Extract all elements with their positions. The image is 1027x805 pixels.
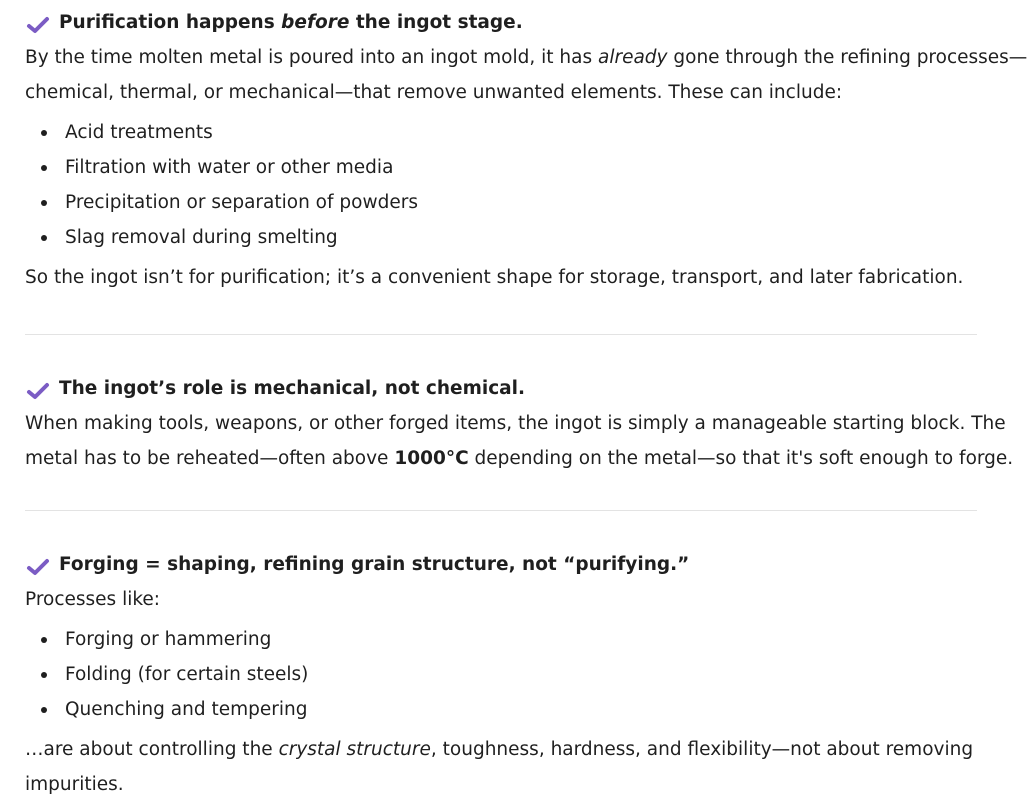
list-item: Acid treatments (25, 115, 977, 150)
section-heading (25, 5, 977, 40)
section-mechanical-role (25, 371, 1014, 476)
emphasis-text: already (598, 47, 668, 68)
text-run: chemical, thermal, or mechanical—that remove unwanted elements. These can include: (25, 82, 843, 103)
bullet-list (25, 622, 977, 727)
section-purification (25, 5, 1027, 295)
list-item: Folding (for certain steels) (25, 657, 977, 692)
text-run: gone through the refining processes— (667, 47, 1027, 68)
heading-text: The ingot’s role is mechanical, not chemical. (59, 378, 526, 399)
outro-paragraph: So the ingot isn’t for purification; it’s a convenient shape for storage, transport, and later fabrication. (25, 267, 964, 288)
heading-emphasis: before (281, 12, 350, 33)
text-run: …are about controlling the (25, 739, 279, 760)
text-run: depending on the metal—so that it's soft enough to forge. (468, 448, 1014, 469)
bullet-list (25, 115, 977, 255)
text-run: , toughness, hardness, and flexibility—not about removing (430, 739, 974, 760)
checkmark-icon (27, 16, 49, 34)
body-paragraph (25, 406, 1014, 476)
section-heading (25, 371, 977, 406)
text-run: By the time molten metal is poured into an ingot mold, it has (25, 47, 598, 68)
heading-text: the ingot stage. (349, 12, 523, 33)
emphasis-text: crystal structure (278, 739, 431, 760)
text-run: metal has to be reheated—often above (25, 448, 395, 469)
list-item: Precipitation or separation of powders (25, 185, 977, 220)
section-divider (25, 510, 977, 511)
section-heading (25, 547, 977, 582)
list-item: Quenching and tempering (25, 692, 977, 727)
intro-paragraph: Processes like: (25, 589, 161, 610)
intro-paragraph (25, 40, 1027, 110)
list-item: Forging or hammering (25, 622, 977, 657)
bold-temperature: 1000°C (394, 448, 469, 469)
text-run: impurities. (25, 774, 124, 795)
heading-text: Forging = shaping, refining grain structure, not “purifying.” (59, 554, 690, 575)
list-item: Slag removal during smelting (25, 220, 977, 255)
checkmark-icon (27, 558, 49, 576)
heading-text: Purification happens (59, 12, 282, 33)
outro-paragraph (25, 732, 977, 802)
section-divider (25, 334, 977, 335)
text-run: When making tools, weapons, or other forged items, the ingot is simply a manageable starting block. The (25, 413, 1006, 434)
section-forging (25, 547, 977, 802)
list-item: Filtration with water or other media (25, 150, 977, 185)
checkmark-icon (27, 382, 49, 400)
